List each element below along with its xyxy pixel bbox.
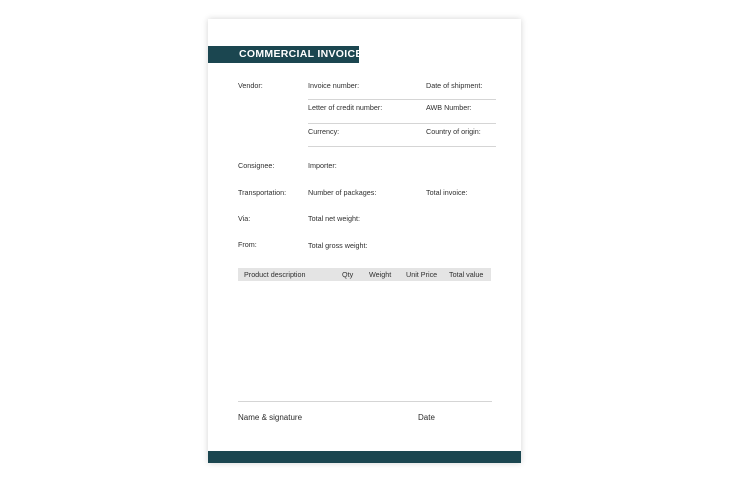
total-invoice-label: Total invoice: — [426, 188, 468, 197]
letter-of-credit-label: Letter of credit number: — [308, 103, 383, 112]
footer-banner — [208, 451, 521, 463]
country-of-origin-label: Country of origin: — [426, 127, 481, 136]
consignee-label: Consignee: — [238, 161, 275, 170]
column-total-value: Total value — [449, 270, 484, 279]
field-divider — [308, 123, 496, 124]
transportation-label: Transportation: — [238, 188, 287, 197]
date-label: Date — [418, 413, 435, 422]
column-weight: Weight — [369, 270, 392, 279]
total-net-weight-label: Total net weight: — [308, 214, 360, 223]
invoice-page — [208, 19, 521, 463]
importer-label: Importer: — [308, 161, 337, 170]
via-label: Via: — [238, 214, 251, 223]
vendor-label: Vendor: — [238, 81, 263, 90]
column-unit-price: Unit Price — [406, 270, 438, 279]
field-divider — [308, 99, 496, 100]
date-of-shipment-label: Date of shipment: — [426, 81, 483, 90]
name-signature-label: Name & signature — [238, 413, 303, 422]
field-divider — [308, 146, 496, 147]
invoice-number-label: Invoice number: — [308, 81, 360, 90]
from-label: From: — [238, 240, 257, 249]
currency-label: Currency: — [308, 127, 340, 136]
awb-number-label: AWB Number: — [426, 103, 472, 112]
product-table-header — [238, 268, 491, 281]
signature-divider — [238, 401, 492, 402]
document-title: COMMERCIAL INVOICE — [239, 48, 363, 60]
number-of-packages-label: Number of packages: — [308, 188, 377, 197]
column-product-description: Product description — [244, 270, 306, 279]
column-qty: Qty — [342, 270, 354, 279]
title-banner — [208, 46, 363, 63]
total-gross-weight-label: Total gross weight: — [308, 241, 368, 250]
